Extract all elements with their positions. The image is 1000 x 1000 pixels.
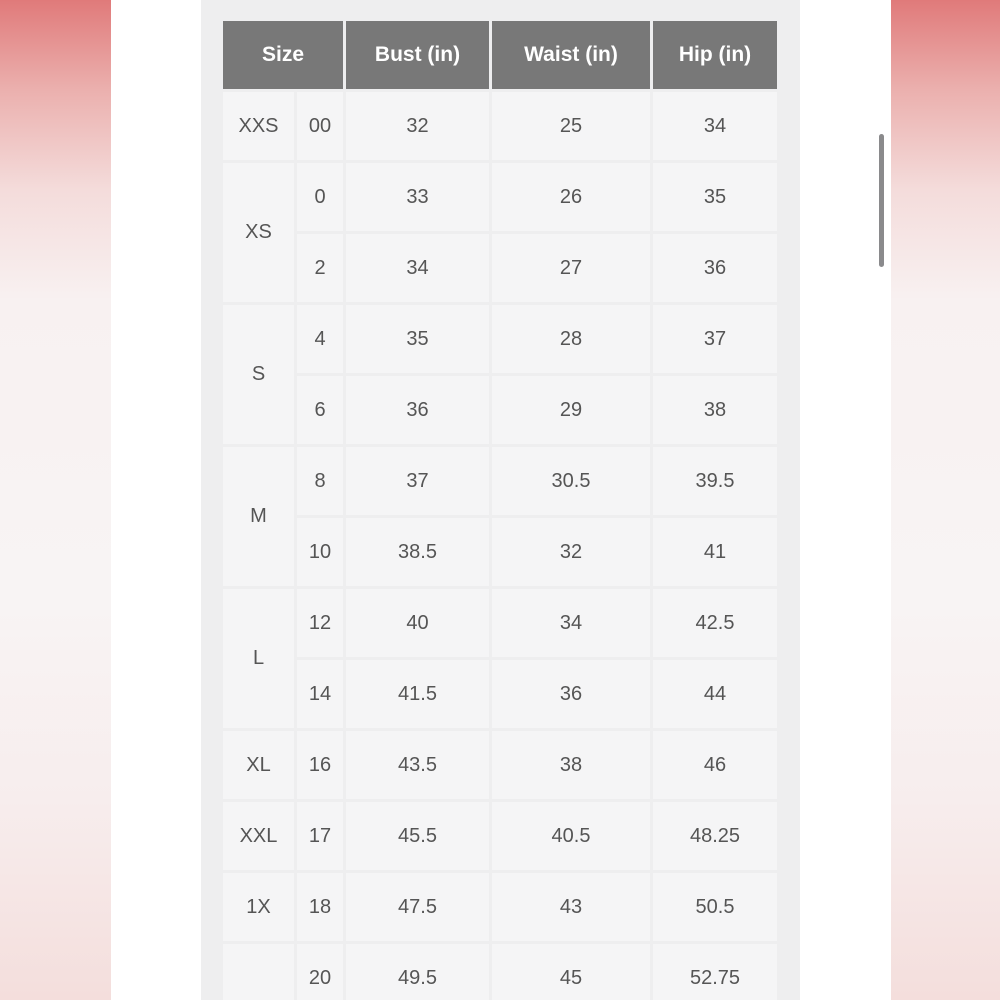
table-header-row	[223, 21, 777, 89]
size-number: 16	[297, 731, 343, 799]
size-number: 2	[297, 234, 343, 302]
table-row	[223, 305, 777, 373]
size-label: S	[223, 305, 294, 444]
bust-value: 33	[346, 163, 489, 231]
waist-value: 36	[492, 660, 650, 728]
waist-value: 26	[492, 163, 650, 231]
waist-value: 30.5	[492, 447, 650, 515]
size-label: L	[223, 589, 294, 728]
table-row	[223, 731, 777, 799]
waist-value: 27	[492, 234, 650, 302]
size-label	[223, 944, 294, 1000]
size-number: 12	[297, 589, 343, 657]
size-label: XXL	[223, 802, 294, 870]
waist-value: 34	[492, 589, 650, 657]
size-label: M	[223, 447, 294, 586]
size-number: 6	[297, 376, 343, 444]
table-row	[223, 873, 777, 941]
table-row	[223, 234, 777, 302]
table-row	[223, 447, 777, 515]
waist-value: 38	[492, 731, 650, 799]
scrollbar-thumb[interactable]	[879, 134, 884, 267]
hip-value: 38	[653, 376, 777, 444]
waist-value: 45	[492, 944, 650, 1000]
size-number: 0	[297, 163, 343, 231]
table-row	[223, 518, 777, 586]
table-row	[223, 92, 777, 160]
bust-value: 34	[346, 234, 489, 302]
bust-value: 45.5	[346, 802, 489, 870]
hip-value: 42.5	[653, 589, 777, 657]
background-left-edge	[0, 0, 111, 1000]
hip-value: 41	[653, 518, 777, 586]
hip-value: 52.75	[653, 944, 777, 1000]
header-hip: Hip (in)	[653, 21, 777, 89]
hip-value: 44	[653, 660, 777, 728]
header-size: Size	[223, 21, 343, 89]
bust-value: 47.5	[346, 873, 489, 941]
size-number: 10	[297, 518, 343, 586]
bust-value: 38.5	[346, 518, 489, 586]
size-chart-table	[220, 18, 780, 1000]
bust-value: 43.5	[346, 731, 489, 799]
table-row	[223, 163, 777, 231]
size-number: 00	[297, 92, 343, 160]
hip-value: 39.5	[653, 447, 777, 515]
waist-value: 32	[492, 518, 650, 586]
waist-value: 28	[492, 305, 650, 373]
waist-value: 29	[492, 376, 650, 444]
header-waist: Waist (in)	[492, 21, 650, 89]
size-number: 14	[297, 660, 343, 728]
waist-value: 43	[492, 873, 650, 941]
size-label: XS	[223, 163, 294, 302]
hip-value: 48.25	[653, 802, 777, 870]
size-number: 20	[297, 944, 343, 1000]
bust-value: 49.5	[346, 944, 489, 1000]
bust-value: 35	[346, 305, 489, 373]
table-row	[223, 802, 777, 870]
size-label: 1X	[223, 873, 294, 941]
hip-value: 34	[653, 92, 777, 160]
phone-screen[interactable]	[111, 0, 891, 1000]
table-row	[223, 376, 777, 444]
size-number: 4	[297, 305, 343, 373]
bust-value: 41.5	[346, 660, 489, 728]
bust-value: 37	[346, 447, 489, 515]
bust-value: 32	[346, 92, 489, 160]
waist-value: 40.5	[492, 802, 650, 870]
hip-value: 50.5	[653, 873, 777, 941]
size-number: 8	[297, 447, 343, 515]
hip-value: 36	[653, 234, 777, 302]
bust-value: 40	[346, 589, 489, 657]
size-number: 17	[297, 802, 343, 870]
table-row	[223, 589, 777, 657]
size-number: 18	[297, 873, 343, 941]
waist-value: 25	[492, 92, 650, 160]
bust-value: 36	[346, 376, 489, 444]
hip-value: 35	[653, 163, 777, 231]
size-label: XL	[223, 731, 294, 799]
table-row	[223, 660, 777, 728]
size-label: XXS	[223, 92, 294, 160]
table-row	[223, 944, 777, 1000]
hip-value: 37	[653, 305, 777, 373]
hip-value: 46	[653, 731, 777, 799]
background-right-edge	[891, 0, 1000, 1000]
header-bust: Bust (in)	[346, 21, 489, 89]
